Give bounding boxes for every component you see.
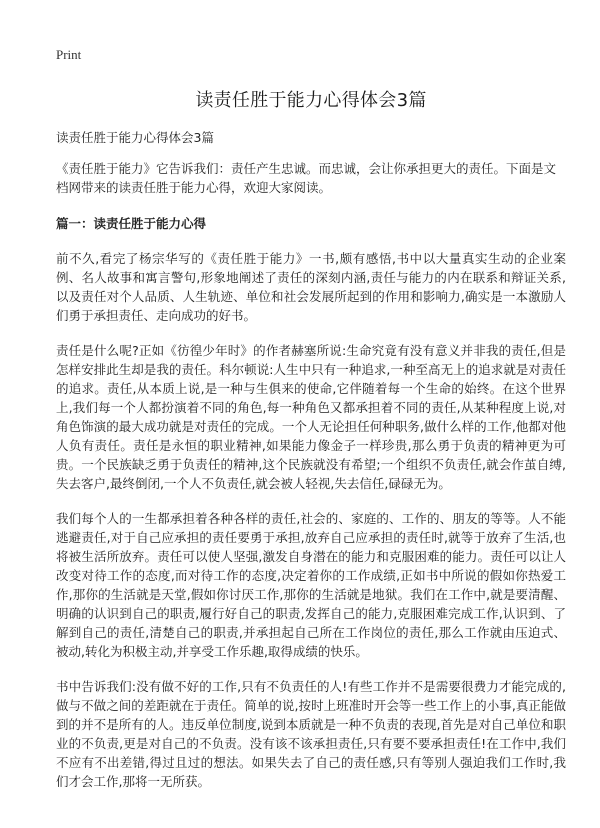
body-paragraph: 前不久,看完了杨宗华写的《责任胜于能力》一书,颇有感悟,书中以大量真实生动的企业案例、名人故事和寓言警句,形象地阐述了责任的深刻内涵,责任与能力的内在联系和辩证关系,以及责任对个人品质、人生轨迹、单位和社会发展所起到的作用和影响力,确实是一本激励人们勇于承担责任、走向成功的好书。 (56, 251, 566, 323)
intro-paragraph: 《责任胜于能力》它告诉我们：责任产生忠诚。而忠诚，会让你承担更大的责任。下面是文档网带来的读责任胜于能力心得，欢迎大家阅读。 (56, 161, 557, 195)
print-link[interactable]: Print (56, 47, 82, 62)
document-subtitle: 读责任胜于能力心得体会3篇 (56, 130, 214, 145)
section-heading: 篇一：读责任胜于能力心得 (56, 216, 207, 231)
body-paragraph: 我们每个人的一生都承担着各种各样的责任,社会的、家庭的、工作的、朋友的等等。人不能逃避责任,对于自己应承担的责任要勇于承担,放弃自己应承担的责任时,就等于放弃了生活,也将被生活所放弃。责任可以使人坚强,激发自身潜在的能力和克服困难的能力。责任可以让人改变对待工作的态度,而对待工作的态度,决定着你的工作成绩,正如书中所说的假如你热爱工作,那你的生活就是天堂,假如你讨厌工作,那你的生活就是地狱。我们在工作中,就是要清醒、明确的认识到自己的职责,履行好自己的职责,发挥自己的能力,克服困难完成工作,认识到、了解到自己的责任,清楚自己的职责,并承担起自己所在工作岗位的责任,那么工作就由压迫式、被动,转化为积极主动,并享受工作乐趣,取得成绩的快乐。 (56, 511, 566, 659)
document-title: 读责任胜于能力心得体会3篇 (195, 90, 427, 111)
body-paragraph: 责任是什么呢?正如《彷徨少年时》的作者赫塞所说:生命究竟有没有意义并非我的责任,但是怎样安排此生却是我的责任。科尔顿说:人生中只有一种追求,一种至高无上的追求就是对责任的追求。责任,从本质上说,是一种与生俱来的使命,它伴随着每一个生命的始终。在这个世界上,我们每一个人都扮演着不同的角色,每一种角色又都承担着不同的责任,从某种程度上说,对角色饰演的最大成功就是对责任的完成。一个人无论担任何种职务,做什么样的工作,他都对他人负有责任。责任是永恒的职业精神,如果能力像金子一样珍贵,那么勇于负责的精神更为可贵。一个民族缺乏勇于负责任的精神,这个民族就没有希望;一个组织不负责任,就会作茧自缚,失去客户,最终倒闭,一个人不负责任,就会被人轻视,失去信任,碌碌无为。 (56, 343, 566, 491)
body-paragraph: 书中告诉我们:没有做不好的工作,只有不负责任的人!有些工作并不是需要很费力才能完成的,做与不做之间的差距就在于责任。简单的说,按时上班准时开会等一些工作上的小事,真正能做到的并不是所有的人。违反单位制度,说到本质就是一种不负责的表现,首先是对自己单位和职业的不负责,更是对自己的不负责。没有该不该承担责任,只有要不要承担责任!在工作中,我们不应有不出差错,得过且过的想法。如果失去了自己的责任感,只有等别人强迫我们工作时,我们才会工作,那将一无所获。 (56, 679, 566, 789)
